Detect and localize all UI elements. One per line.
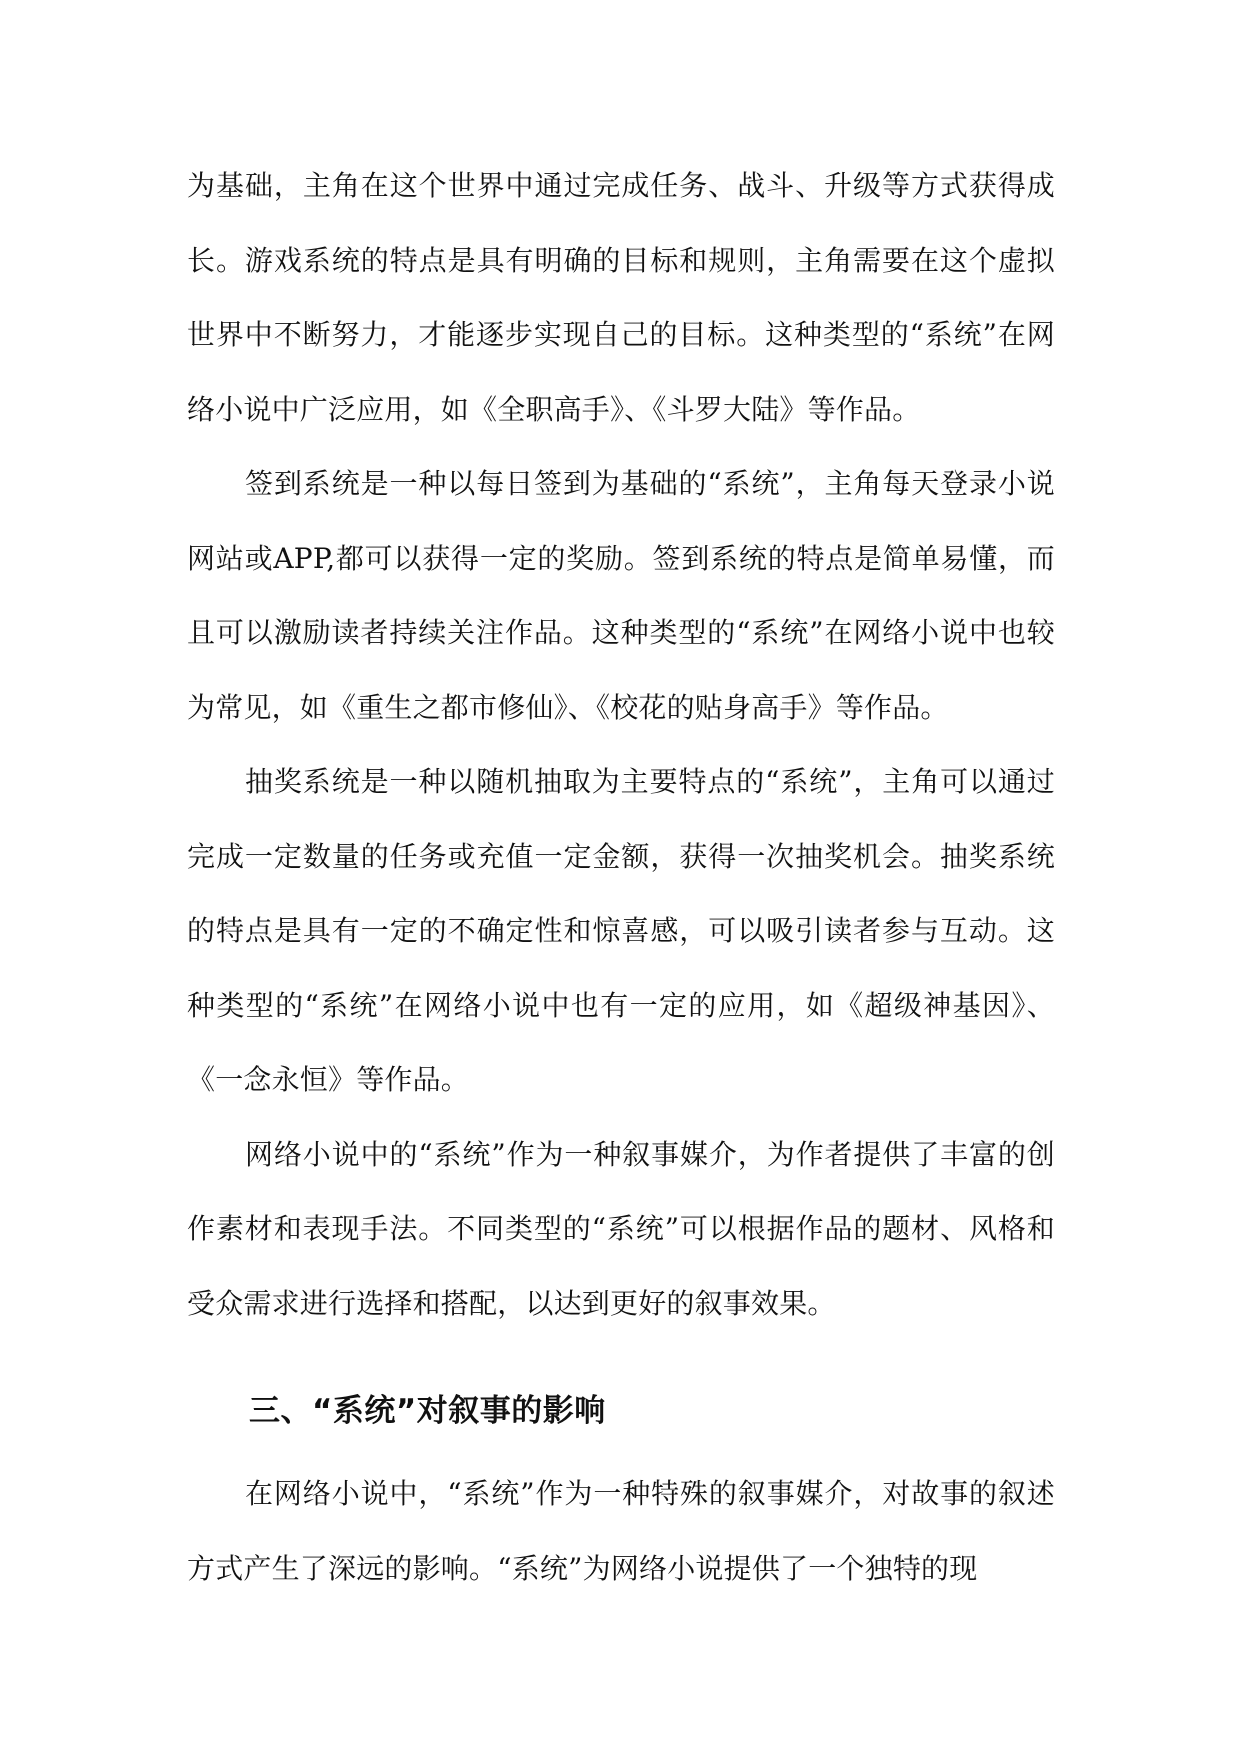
paragraph-narrative-influence: 在网络小说中，“系统”作为一种特殊的叙事媒介，对故事的叙述方式产生了深远的影响。“系统”为网络小说提供了一个独特的现 — [187, 1477, 1055, 1585]
paragraph-game-system: 为基础，主角在这个世界中通过完成任务、战斗、升级等方式获得成长。游戏系统的特点是具有明确的目标和规则，主角需要在这个虚拟世界中不断努力，才能逐步实现自己的目标。这种类型的“系统”在网络小说中广泛应用，如《全职高手》、《斗罗大陆》等作品。 — [187, 169, 1055, 426]
paragraph-system-summary: 网络小说中的“系统”作为一种叙事媒介，为作者提供了丰富的创作素材和表现手法。不同类型的“系统”可以根据作品的题材、风格和受众需求进行选择和搭配，以达到更好的叙事效果。 — [187, 1137, 1055, 1320]
section-heading: 三、“系统”对叙事的影响 — [249, 1393, 606, 1429]
page-content — [187, 149, 1055, 1606]
paragraph-lottery-system: 抽奖系统是一种以随机抽取为主要特点的“系统”，主角可以通过完成一定数量的任务或充值一定金额，获得一次抽奖机会。抽奖系统的特点是具有一定的不确定性和惊喜感，可以吸引读者参与互动。这种类型的“系统”在网络小说中也有一定的应用，如《超级神基因》、《一念永恒》等作品。 — [187, 765, 1055, 1096]
paragraph-checkin-system: 签到系统是一种以每日签到为基础的“系统”，主角每天登录小说网站或APP,都可以获得一定的奖励。签到系统的特点是简单易懂，而且可以激励读者持续关注作品。这种类型的“系统”在网络小说中也较为常见，如《重生之都市修仙》、《校花的贴身高手》等作品。 — [187, 467, 1055, 724]
